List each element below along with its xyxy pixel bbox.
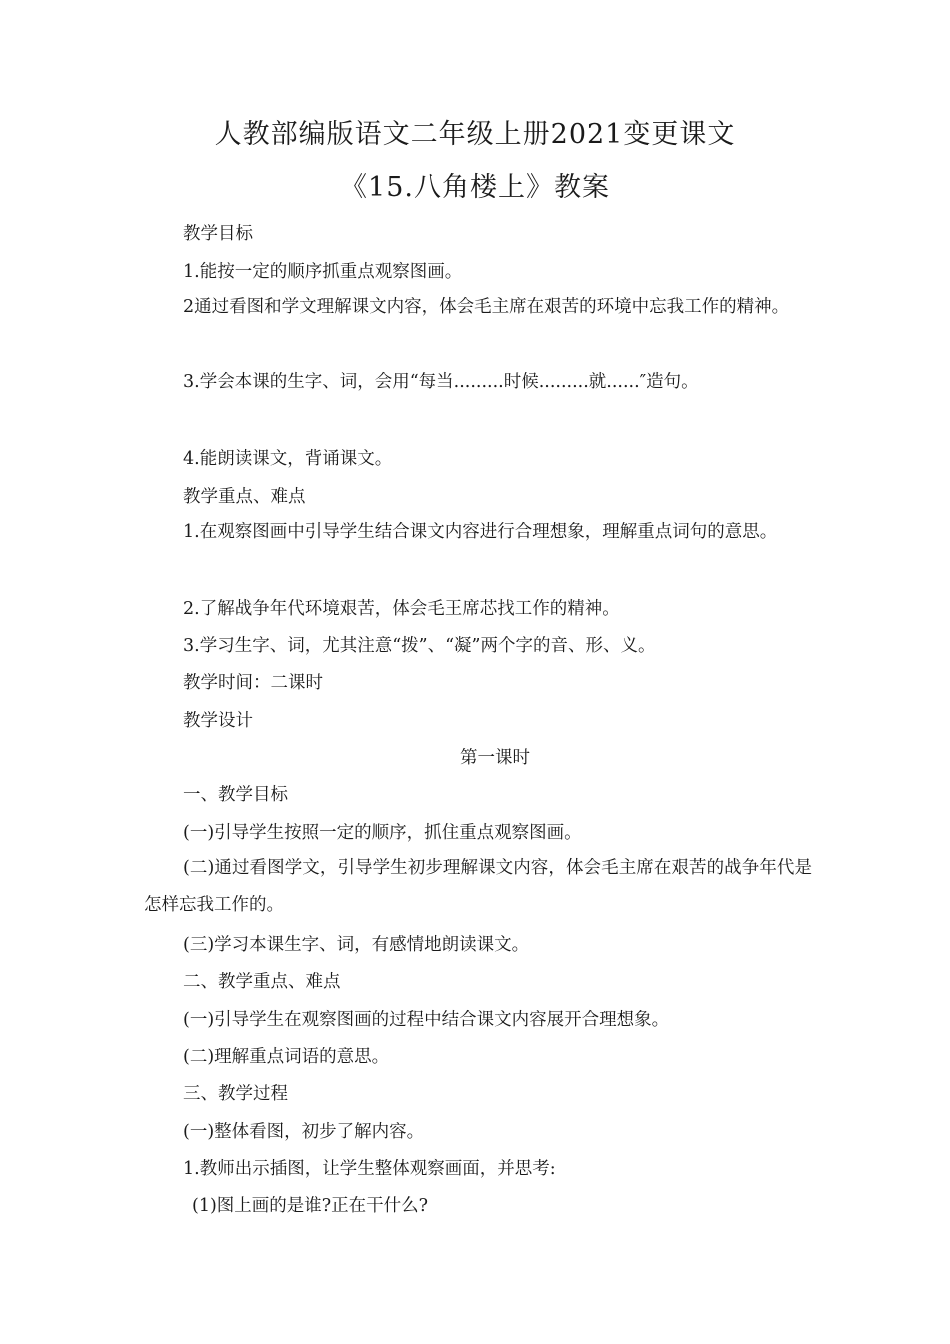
section-2-heading: 二、教学重点、难点	[183, 972, 341, 992]
document-title-line-2: 《15.八角楼上》教案	[340, 172, 610, 203]
section-2-item-1: (一)引导学生在观察图画的过程中结合课文内容展开合理想象。	[183, 1010, 670, 1030]
section-3-step-1: 1.教师出示插图，让学生整体观察画面，并思考:	[183, 1159, 556, 1179]
document-title-line-1: 人教部编版语文二年级上册2021变更课文	[214, 119, 736, 150]
section-2-item-2: (二)理解重点词语的意思。	[183, 1047, 390, 1067]
section-1-item-3: (三)学习本课生字、词，有感情地朗读课文。	[183, 935, 530, 955]
key-point-2: 2.了解战争年代环境艰苦，体会毛王席芯找工作的精神。	[183, 599, 620, 619]
section-3-heading: 三、教学过程	[183, 1084, 288, 1104]
lesson-1-heading: 第一课时	[460, 748, 530, 768]
teaching-goals-heading: 教学目标	[183, 224, 253, 244]
goal-2: 2通过看图和学文理解课文内容，体会毛主席在艰苦的环境中忘我工作的精神。	[183, 297, 790, 317]
goal-4: 4.能朗读课文，背诵课文。	[183, 449, 393, 469]
key-point-3: 3.学习生字、词，尤其注意“拨”、“凝”两个字的音、形、义。	[183, 636, 656, 656]
key-point-1: 1.在观察图画中引导学生结合课文内容进行合理想象，理解重点词句的意思。	[183, 522, 778, 542]
goal-1: 1.能按一定的顺序抓重点观察图画。	[183, 262, 463, 282]
goal-3: 3.学会本课的生字、词，会用“每当.........时候.........就......″造句。	[183, 372, 699, 392]
key-points-heading: 教学重点、难点	[183, 487, 306, 507]
section-3-item-1: (一)整体看图，初步了解内容。	[183, 1122, 425, 1142]
teaching-design-heading: 教学设计	[183, 711, 253, 731]
section-1-item-1: (一)引导学生按照一定的顺序，抓住重点观察图画。	[183, 823, 582, 843]
section-1-item-2: (二)通过看图学文，引导学生初步理解课文内容，体会毛主席在艰苦的战争年代是怎样忘我工作的。	[144, 858, 812, 915]
section-3-question-1: (1)图上画的是谁?正在干什么?	[192, 1196, 429, 1216]
teaching-time: 教学时间：二课时	[183, 673, 323, 693]
section-1-heading: 一、教学目标	[183, 785, 288, 805]
